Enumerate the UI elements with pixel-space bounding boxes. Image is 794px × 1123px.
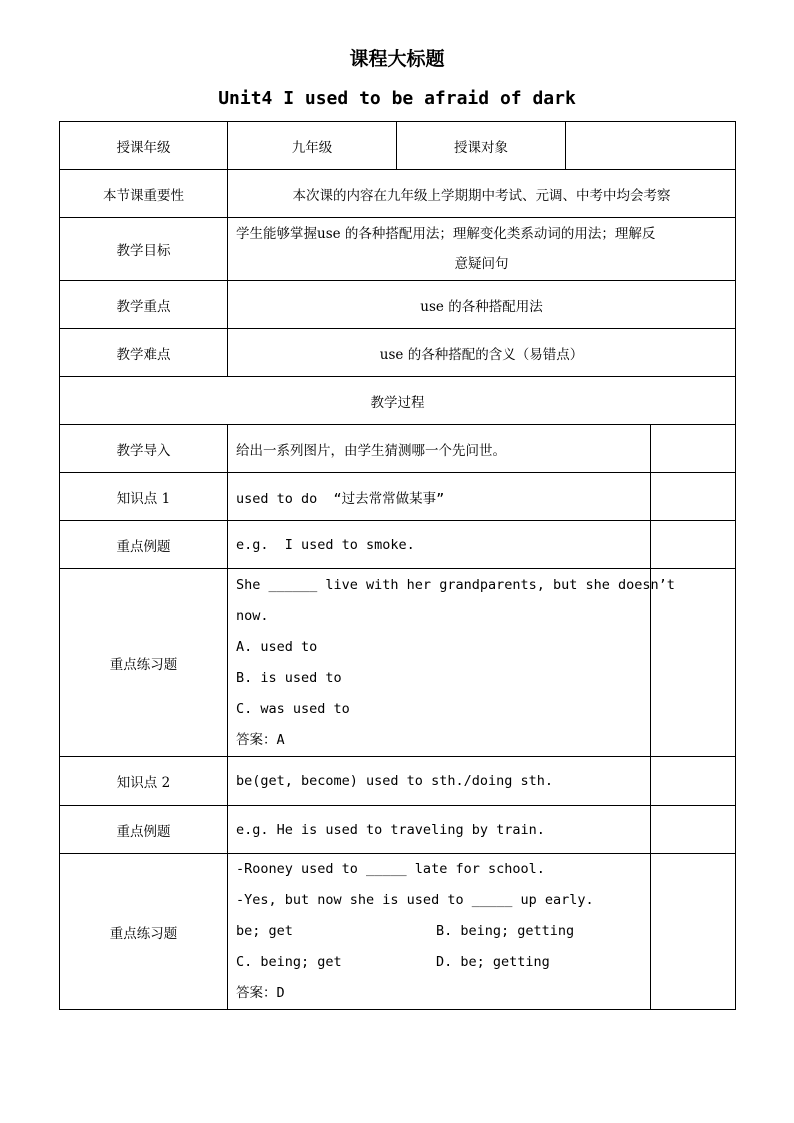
importance-value: 本次课的内容在九年级上学期期中考试、元调、中考中均会考察 [228,170,736,218]
kp2-value: be(get, become) used to sth./doing sth. [228,757,651,806]
exercise2-extra-cell [651,854,736,1010]
grade-value: 九年级 [228,122,397,170]
intro-row [60,425,736,473]
goal-line-2: 意疑问句 [454,256,509,272]
goal-line-1: 学生能够掌握use 的各种搭配用法；理解变化类系动词的用法；理解反 [236,226,656,242]
difficulty-value: use 的各种搭配的含义（易错点） [228,329,736,377]
kp2-extra-cell [651,757,736,806]
exercise2-line-1: -Rooney used to _____ late for school. [236,861,545,877]
example2-label: 重点例题 [60,806,228,854]
exercise1-stem-1: She ______ live with her grandparents, but she doesn’t [236,576,675,593]
exercise2-label: 重点练习题 [60,854,228,1010]
kp1-row [60,473,736,521]
exercise1-content [228,569,675,757]
exercise1-extra-cell [651,569,736,757]
goal-label: 教学目标 [60,218,228,281]
grade-row [60,122,736,170]
kp2-row [60,757,736,806]
exercise2-options-row-2 [236,947,642,978]
lesson-plan-table [59,121,736,1010]
example2-row [60,806,736,854]
exercise1-option-c: C. was used to [236,700,350,717]
example1-extra-cell [651,521,736,569]
key-point-value: use 的各种搭配用法 [228,281,736,329]
exercise2-option-d: D. be; getting [436,954,550,970]
exercise1-row [60,569,736,757]
exercise2-option-c: C. being; get [236,954,342,970]
difficulty-row [60,329,736,377]
exercise2-row [60,854,736,1010]
exercise2-option-b: B. being; getting [436,923,575,939]
intro-label: 教学导入 [60,425,228,473]
key-point-label: 教学重点 [60,281,228,329]
exercise2-options-row-1 [236,916,642,947]
intro-extra-cell [651,425,736,473]
difficulty-label: 教学难点 [60,329,228,377]
exercise1-label: 重点练习题 [60,569,228,757]
exercise2-line-2: -Yes, but now she is used to _____ up early. [236,892,594,908]
exercise1-option-a: A. used to [236,638,318,655]
exercise2-option-a: be; get [236,923,293,939]
example2-value: e.g. He is used to traveling by train. [228,806,651,854]
audience-value [566,122,736,170]
example1-value: e.g. I used to smoke. [228,521,651,569]
key-point-row [60,281,736,329]
kp1-label: 知识点 1 [60,473,228,521]
exercise1-stem-2: now. [236,607,269,624]
exercise1-option-b: B. is used to [236,669,342,686]
audience-label: 授课对象 [397,122,566,170]
exercise1-answer: 答案：A [236,731,285,748]
goal-value [228,218,736,281]
intro-value: 给出一系列图片，由学生猜测哪一个先问世。 [228,425,651,473]
importance-row [60,170,736,218]
exercise2-answer: 答案：D [236,985,285,1001]
importance-label: 本节课重要性 [60,170,228,218]
kp2-label: 知识点 2 [60,757,228,806]
process-heading: 教学过程 [60,377,736,425]
grade-label: 授课年级 [60,122,228,170]
exercise2-content [228,854,651,1010]
example1-row [60,521,736,569]
document-title: 课程大标题 [349,48,445,70]
document-subtitle: Unit4 I used to be afraid of dark [218,88,576,109]
kp1-extra-cell [651,473,736,521]
kp1-value: used to do “过去常常做某事” [228,473,651,521]
example1-label: 重点例题 [60,521,228,569]
example2-extra-cell [651,806,736,854]
goal-row [60,218,736,281]
process-heading-row [60,377,736,425]
